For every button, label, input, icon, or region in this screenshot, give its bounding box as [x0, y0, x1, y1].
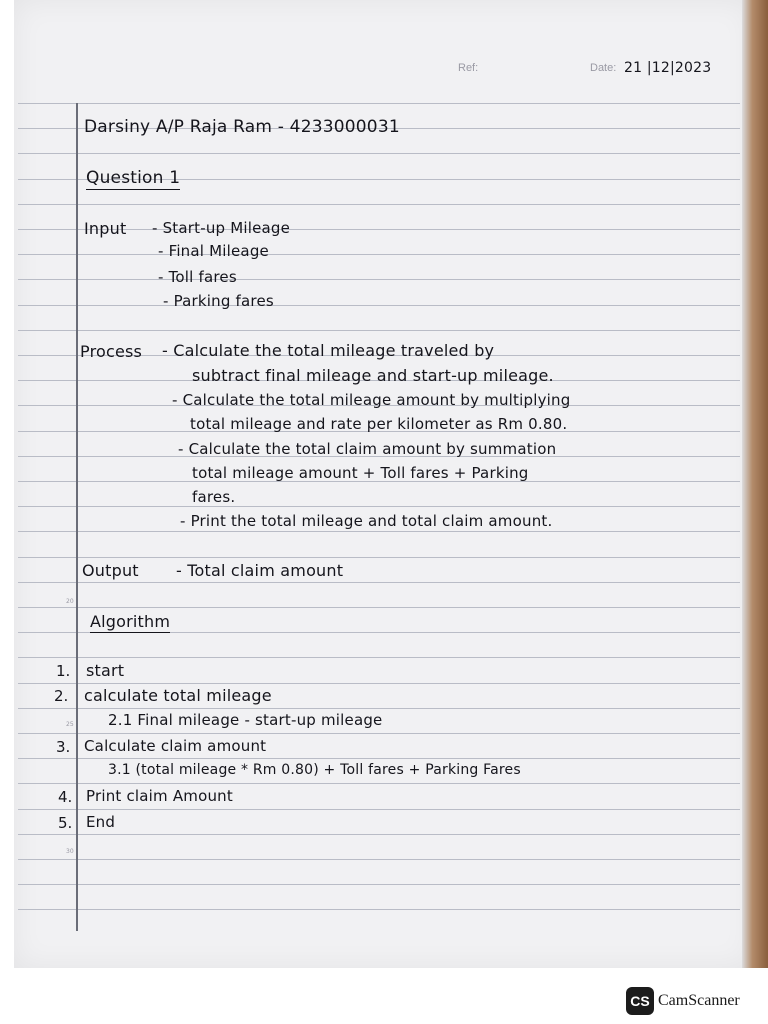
- step-text: start: [86, 661, 125, 680]
- ruled-line: [18, 708, 740, 709]
- ruled-line: [18, 834, 740, 835]
- process-line: fares.: [192, 488, 236, 506]
- process-line: - Calculate the total claim amount by summation: [178, 440, 557, 458]
- ruled-line: [18, 884, 740, 885]
- input-item: - Final Mileage: [158, 242, 269, 260]
- ruled-line: [18, 683, 740, 684]
- process-line: subtract final mileage and start-up mileage.: [192, 366, 554, 385]
- step-number: 4.: [58, 788, 73, 806]
- ruled-line: [18, 153, 740, 154]
- step-number: 5.: [58, 814, 73, 832]
- process-line: - Print the total mileage and total claim amount.: [180, 512, 553, 530]
- ruled-line: [18, 733, 740, 734]
- ruled-line: [18, 582, 740, 583]
- margin-line: [76, 103, 78, 931]
- camscanner-logo: CS: [626, 987, 654, 1015]
- ruled-line: [18, 859, 740, 860]
- camscanner-text: CamScanner: [658, 992, 740, 1009]
- date-label: Date:: [590, 62, 617, 74]
- step-number: 1.: [56, 662, 71, 680]
- input-item: - Parking fares: [163, 292, 274, 310]
- camscanner-watermark: [626, 986, 740, 1016]
- page-edge: [742, 0, 768, 968]
- step-text: End: [86, 813, 116, 831]
- ruled-line: [18, 909, 740, 910]
- ruled-line: [18, 531, 740, 532]
- ruled-line: [18, 758, 740, 759]
- ruled-line: [18, 305, 740, 306]
- question-heading: Question 1: [86, 168, 181, 188]
- step-number: 3.: [56, 738, 71, 756]
- line-number: 30: [66, 848, 74, 855]
- step-text: 3.1 (total mileage * Rm 0.80) + Toll fares + Parking Fares: [108, 762, 521, 778]
- ruled-line: [18, 657, 740, 658]
- ruled-line: [18, 204, 740, 205]
- ruled-line: [18, 254, 740, 255]
- process-label: Process: [80, 342, 143, 361]
- output-label: Output: [82, 561, 139, 580]
- process-line: total mileage amount + Toll fares + Parking: [192, 464, 529, 482]
- notebook-page: [14, 0, 752, 968]
- ref-label: Ref:: [458, 62, 479, 74]
- step-text: calculate total mileage: [84, 686, 272, 705]
- ruled-line: [18, 330, 740, 331]
- step-text: Calculate claim amount: [84, 737, 267, 755]
- ruled-line: [18, 279, 740, 280]
- algorithm-heading: Algorithm: [90, 612, 171, 631]
- date-value: 21 |12|2023: [624, 60, 712, 76]
- ruled-line: [18, 783, 740, 784]
- ruled-line: [18, 103, 740, 104]
- step-text: 2.1 Final mileage - start-up mileage: [108, 711, 383, 729]
- line-number: 20: [66, 598, 74, 605]
- name-line: Darsiny A/P Raja Ram - 4233000031: [84, 117, 400, 137]
- input-item: - Start-up Mileage: [152, 219, 291, 237]
- input-item: - Toll fares: [158, 268, 237, 286]
- input-label: Input: [84, 219, 127, 238]
- ruled-line: [18, 607, 740, 608]
- step-text: Print claim Amount: [86, 787, 233, 805]
- process-line: - Calculate the total mileage amount by multiplying: [172, 391, 571, 409]
- ruled-line: [18, 557, 740, 558]
- process-line: - Calculate the total mileage traveled by: [162, 341, 495, 360]
- step-number: 2.: [54, 687, 69, 705]
- line-number: 25: [66, 721, 74, 728]
- output-value: - Total claim amount: [176, 561, 344, 580]
- ruled-line: [18, 506, 740, 507]
- process-line: total mileage and rate per kilometer as Rm 0.80.: [190, 415, 568, 433]
- ruled-line: [18, 809, 740, 810]
